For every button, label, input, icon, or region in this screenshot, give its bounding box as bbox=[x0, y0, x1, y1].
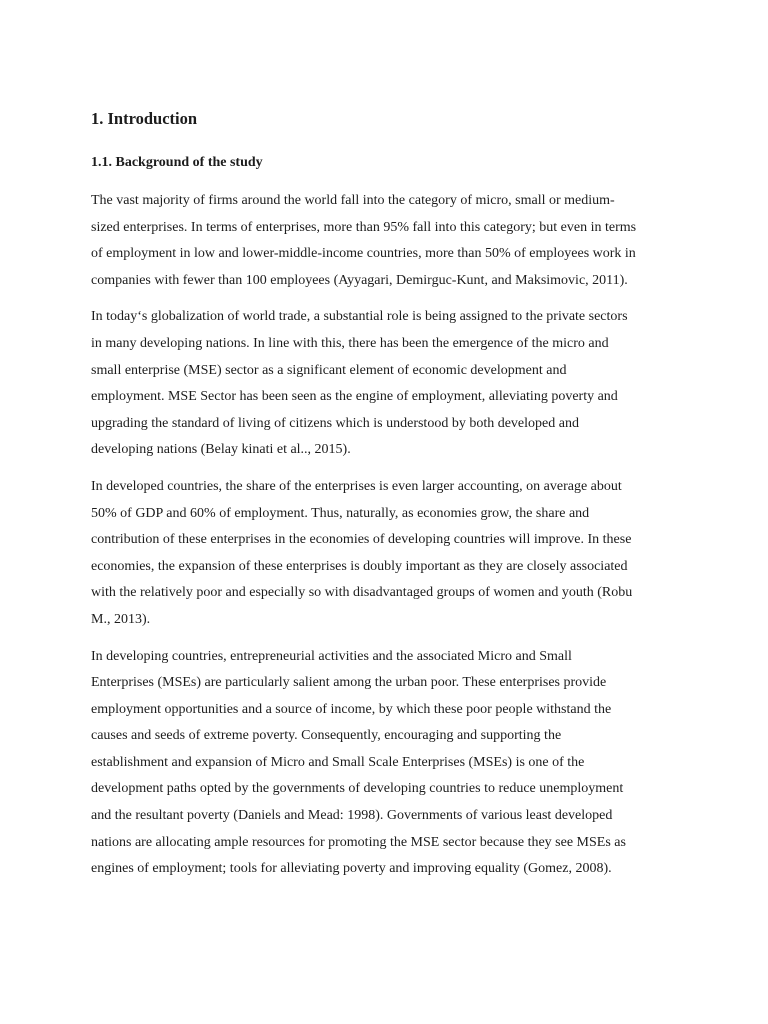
text-line: companies with fewer than 100 employees (Ayyagari, Demirguc-Kunt, and Maksimovic, 2011). bbox=[91, 272, 628, 288]
section-heading: 1. Introduction bbox=[91, 109, 198, 128]
text-line: and the resultant poverty (Daniels and Mead: 1998). Governments of various least developed bbox=[91, 808, 613, 824]
text-line: developing nations (Belay kinati et al.., 2015). bbox=[91, 442, 351, 458]
paragraph bbox=[91, 188, 676, 294]
text-line: Enterprises (MSEs) are particularly salient among the urban poor. These enterprises provide bbox=[91, 675, 607, 691]
text-line: In today‘s globalization of world trade, a substantial role is being assigned to the private sectors bbox=[91, 309, 628, 325]
text-line: development paths opted by the governments of developing countries to reduce unemployment bbox=[91, 781, 624, 797]
paragraph bbox=[91, 474, 676, 634]
text-line: employment opportunities and a source of income, by which these poor people withstand the bbox=[91, 701, 612, 717]
text-line: sized enterprises. In terms of enterprises, more than 95% fall into this category; but even in terms bbox=[91, 219, 637, 235]
text-line: 50% of GDP and 60% of employment. Thus, naturally, as economies grow, the share and bbox=[91, 505, 590, 521]
text-line: small enterprise (MSE) sector as a significant element of economic development and bbox=[91, 362, 567, 378]
text-line: The vast majority of firms around the world fall into the category of micro, small or medium- bbox=[91, 193, 615, 208]
text-line: In developed countries, the share of the enterprises is even larger accounting, on average about bbox=[91, 478, 622, 494]
text-line: establishment and expansion of Micro and Small Scale Enterprises (MSEs) is one of the bbox=[91, 754, 585, 770]
text-line: in many developing nations. In line with this, there has been the emergence of the micro and bbox=[91, 335, 609, 351]
body-text bbox=[91, 188, 676, 883]
text-line: upgrading the standard of living of citizens which is understood by both developed and bbox=[91, 415, 579, 431]
text-line: contribution of these enterprises in the economies of developing countries will improve. In these bbox=[91, 532, 632, 548]
subsection-heading: 1.1. Background of the study bbox=[91, 155, 263, 170]
text-line: economies, the expansion of these enterprises is doubly important as they are closely associated bbox=[91, 558, 628, 574]
text-line: engines of employment; tools for alleviating poverty and improving equality (Gomez, 2008). bbox=[91, 861, 612, 877]
text-line: In developing countries, entrepreneurial activities and the associated Micro and Small bbox=[91, 648, 572, 664]
paragraph bbox=[91, 644, 676, 883]
paragraph bbox=[91, 304, 676, 464]
text-line: employment. MSE Sector has been seen as the engine of employment, alleviating poverty and bbox=[91, 389, 618, 405]
document-page bbox=[91, 108, 676, 883]
text-line: of employment in low and lower-middle-income countries, more than 50% of employees work in bbox=[91, 246, 636, 262]
text-line: with the relatively poor and especially so with disadvantaged groups of women and youth (Robu bbox=[91, 585, 633, 601]
text-line: causes and seeds of extreme poverty. Consequently, encouraging and supporting the bbox=[91, 728, 562, 744]
text-line: M., 2013). bbox=[91, 611, 151, 627]
text-line: nations are allocating ample resources for promoting the MSE sector because they see MSEs as bbox=[91, 834, 626, 850]
